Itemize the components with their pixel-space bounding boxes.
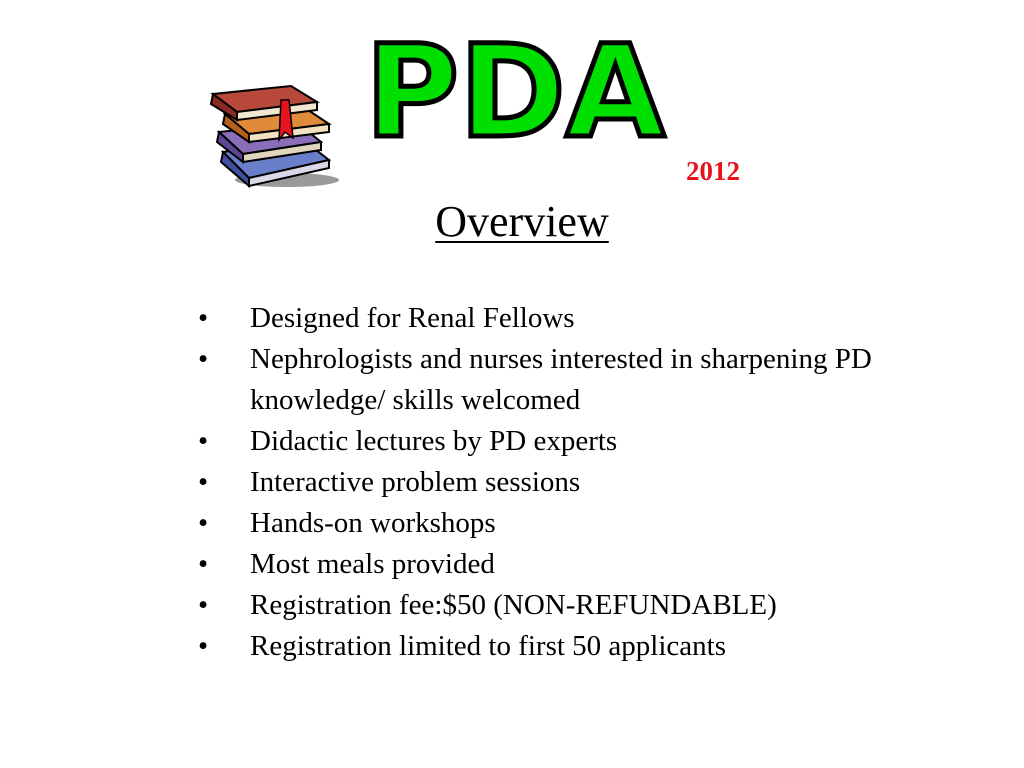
- list-item: [195, 503, 965, 544]
- bullet-text: Registration limited to first 50 applicants: [250, 630, 727, 662]
- list-item: [195, 298, 965, 339]
- list-item: [195, 585, 965, 626]
- bullet-glyph: •: [198, 425, 209, 457]
- bullet-glyph: •: [198, 507, 209, 539]
- bullet-glyph: •: [198, 302, 209, 334]
- year-label: 2012: [686, 156, 740, 186]
- pda-logo: [355, 28, 675, 168]
- bullet-text: Designed for Renal Fellows: [250, 302, 575, 334]
- logo-text: PDA: [365, 28, 665, 167]
- bullet-glyph: •: [198, 589, 209, 621]
- list-item: [195, 462, 965, 503]
- bullet-glyph: •: [198, 630, 209, 662]
- bullet-text: Nephrologists and nurses interested in sharpening PD knowledge/ skills welcomed: [250, 343, 872, 416]
- list-item: [195, 626, 965, 667]
- bullet-text: Interactive problem sessions: [250, 466, 581, 498]
- bullet-glyph: •: [198, 466, 209, 498]
- bullet-text: Didactic lectures by PD experts: [250, 425, 618, 457]
- bullet-text: Most meals provided: [250, 548, 495, 580]
- list-item: [195, 339, 965, 421]
- list-item: [195, 421, 965, 462]
- bullet-glyph: •: [198, 343, 209, 375]
- list-item: [195, 544, 965, 585]
- bullet-text: Registration fee:$50 (NON-REFUNDABLE): [250, 589, 777, 621]
- stack-of-books-icon: [205, 80, 345, 190]
- overview-bullet-list: [195, 298, 965, 667]
- bullet-text: Hands-on workshops: [250, 507, 496, 539]
- page-title: Overview: [435, 197, 609, 246]
- bullet-glyph: •: [198, 548, 209, 580]
